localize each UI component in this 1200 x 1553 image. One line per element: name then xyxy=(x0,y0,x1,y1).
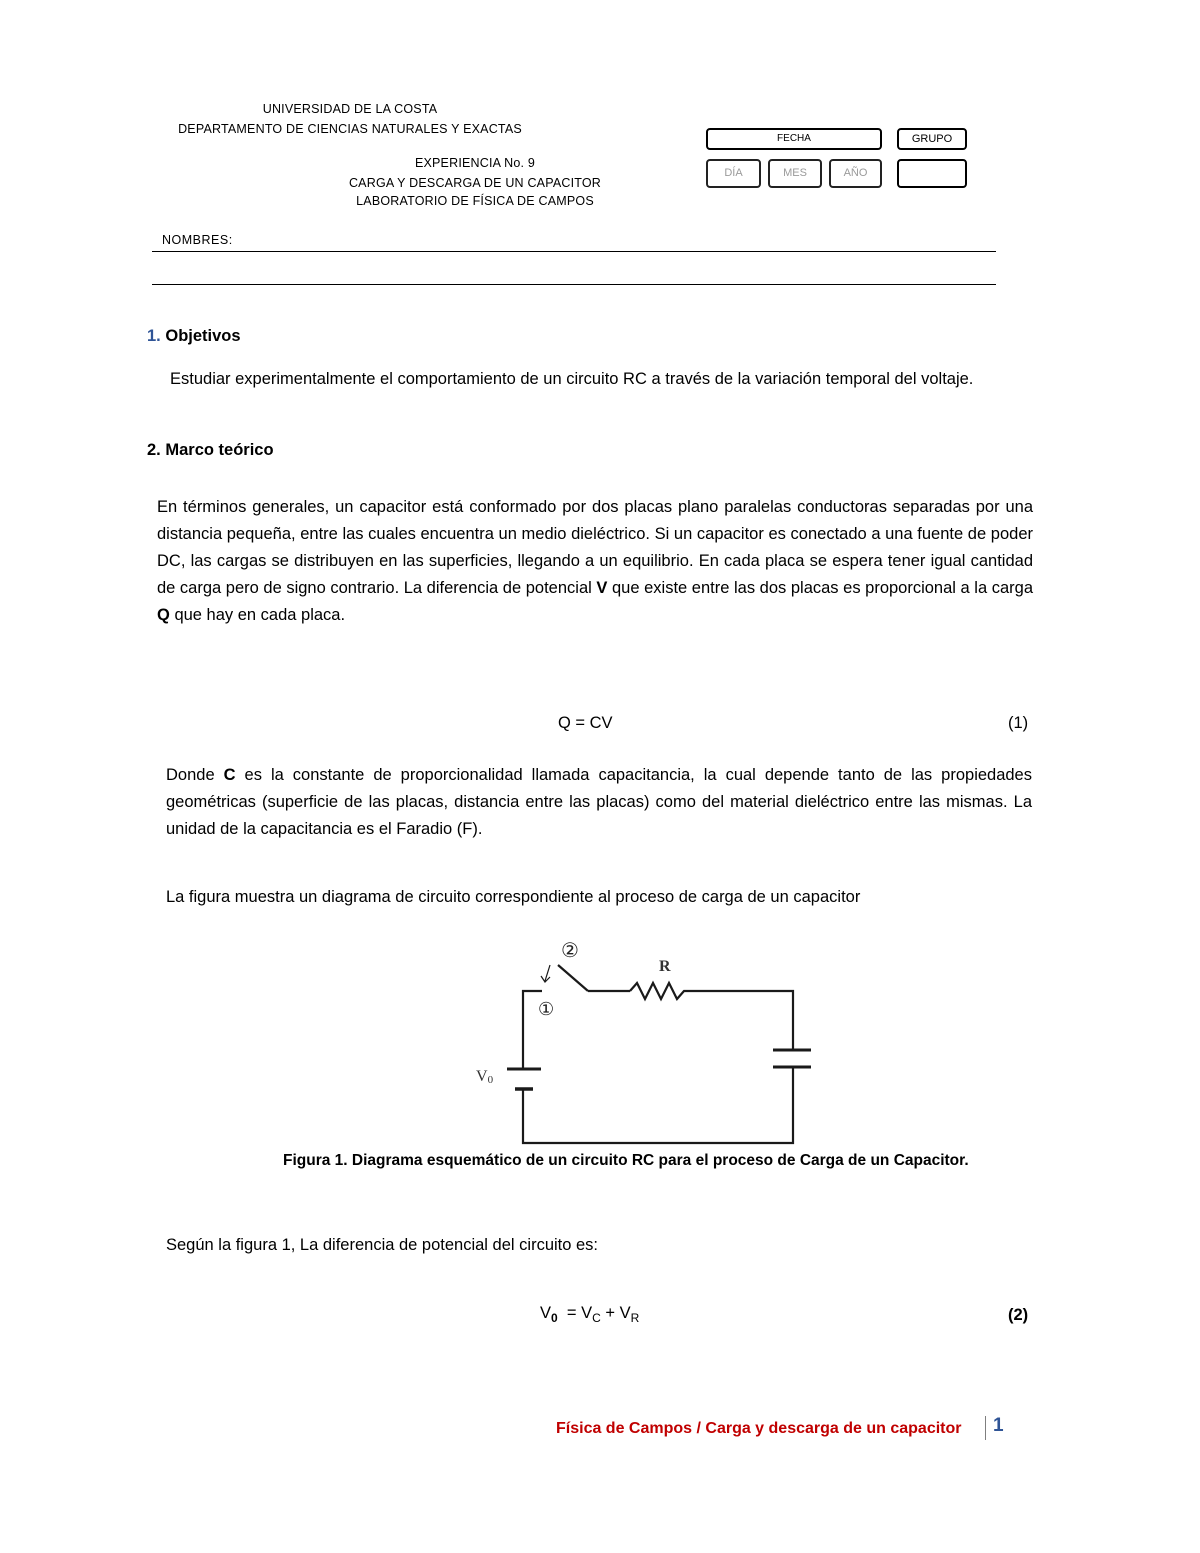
grupo-label: GRUPO xyxy=(911,133,953,145)
nombres-label: NOMBRES: xyxy=(162,233,233,247)
paragraph-text: es la constante de proporcionalidad llamada capacitancia, la cual depende tanto de las propiedades geométricas (superficie de las placas, distancia entre las placas) como del material dieléctrico entre las mismas. La unidad de la capacitancia es el Faradio (F). xyxy=(166,766,1032,838)
switch-label-1: ① xyxy=(538,999,555,1020)
anio-field[interactable] xyxy=(829,159,882,188)
footer-separator xyxy=(985,1416,986,1440)
experience-title: CARGA Y DESCARGA DE UN CAPACITOR xyxy=(348,176,602,190)
experience-number: EXPERIENCIA No. 9 xyxy=(414,156,536,170)
paragraph-text: que existe entre las dos placas es proporcional a la carga xyxy=(612,579,1033,597)
switch-label-2: ② xyxy=(561,938,579,962)
resistor xyxy=(630,983,710,999)
paragraph-text: En términos generales, un capacitor está conformado por dos placas plano paralelas conductoras separadas por una distancia pequeña, entre las cuales encuentra un medio dieléctrico. Si un capacitor es conectado a una fuente de poder DC, las cargas se distribuyen en las superficies, llegando a un equilibrio. En cada placa se espera tener igual cantidad de carga pero de signo contrario. La diferencia de potencial xyxy=(157,498,1033,597)
switch-lever xyxy=(558,965,588,991)
section-number: 1. xyxy=(147,327,161,345)
anio-label: AÑO xyxy=(843,167,868,179)
resistor-label: R xyxy=(659,958,671,975)
eq2-equals: = xyxy=(566,1304,577,1322)
eq2-vr-sub: R xyxy=(630,1311,640,1325)
lab-name: LABORATORIO DE FÍSICA DE CAMPOS xyxy=(356,194,594,208)
grupo-field[interactable] xyxy=(897,159,967,188)
section-number: 2. xyxy=(147,441,161,459)
section-title: Objetivos xyxy=(165,327,241,345)
symbol-v: V xyxy=(596,579,608,597)
marco-paragraph-2 xyxy=(166,762,1032,843)
equation-2 xyxy=(540,1304,639,1325)
nombres-line-2[interactable] xyxy=(152,284,996,285)
symbol-q: Q xyxy=(157,606,170,624)
eq2-vc: V xyxy=(581,1304,593,1322)
section-title: Marco teórico xyxy=(165,441,274,459)
eq2-vc-sub: C xyxy=(592,1311,601,1325)
wire-right-top xyxy=(710,991,793,1050)
eq2-v0-sub: 0 xyxy=(551,1311,558,1325)
eq2-v0: V xyxy=(540,1304,552,1322)
wire-bottom xyxy=(523,1067,793,1143)
page-footer: Física de Campos / Carga y descarga de un capacitor xyxy=(556,1420,962,1437)
fecha-box xyxy=(706,128,882,150)
eq2-plus: + xyxy=(605,1304,616,1322)
marco-paragraph-4: Según la figura 1, La diferencia de potencial del circuito es: xyxy=(166,1236,599,1254)
marco-paragraph-1 xyxy=(157,494,1033,629)
page-number: 1 xyxy=(993,1415,1004,1436)
figure-caption: Figura 1. Diagrama esquemático de un circuito RC para el proceso de Carga de un Capacitor. xyxy=(283,1152,969,1169)
source-label: V0 xyxy=(476,1068,494,1086)
dia-label: DÍA xyxy=(724,167,743,179)
fecha-label: FECHA xyxy=(777,133,811,144)
nombres-line-1[interactable] xyxy=(152,251,996,252)
equation-2-number: (2) xyxy=(1008,1306,1029,1324)
paragraph-text: que hay en cada placa. xyxy=(174,606,346,624)
university-name: UNIVERSIDAD DE LA COSTA xyxy=(262,102,438,116)
mes-field[interactable] xyxy=(768,159,822,188)
department-name: DEPARTAMENTO DE CIENCIAS NATURALES Y EXACTAS xyxy=(178,122,522,136)
equation-1: Q = CV xyxy=(558,714,613,732)
grupo-box xyxy=(897,128,967,150)
marco-paragraph-3: La figura muestra un diagrama de circuito correspondiente al proceso de carga de un capacitor xyxy=(166,888,861,906)
switch-arrow xyxy=(545,965,550,981)
symbol-c: C xyxy=(223,766,236,784)
dia-field[interactable] xyxy=(706,159,761,188)
section-marco-heading xyxy=(147,441,274,460)
mes-label: MES xyxy=(783,167,807,179)
paragraph-text: Donde xyxy=(166,766,215,784)
eq2-vr: V xyxy=(619,1304,631,1322)
rc-circuit-diagram xyxy=(470,935,820,1155)
equation-1-number: (1) xyxy=(1008,714,1029,732)
section-objetivos-heading xyxy=(147,327,241,346)
objetivos-text: Estudiar experimentalmente el comportamiento de un circuito RC a través de la variación temporal del voltaje. xyxy=(170,370,974,388)
